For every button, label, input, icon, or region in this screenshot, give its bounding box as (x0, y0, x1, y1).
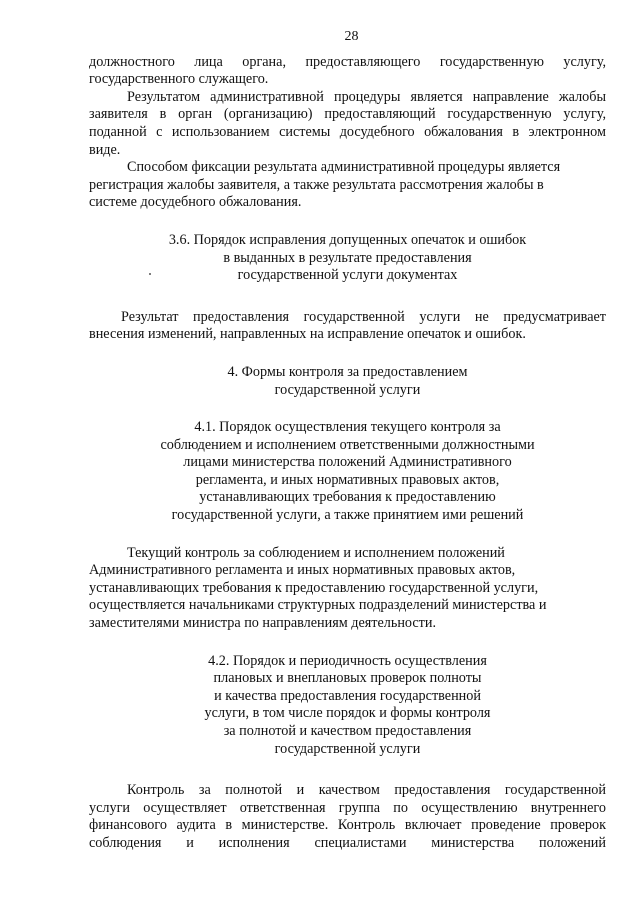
text-line: Текущий контроль за соблюдением и исполнением положений (127, 544, 505, 561)
page-number: 28 (344, 29, 359, 44)
section-heading-4 (89, 364, 606, 399)
text-line: устанавливающих требования к предоставлению государственной услуги, (89, 579, 539, 596)
heading-line: 3.6. Порядок исправления допущенных опечаток и ошибок (168, 231, 527, 248)
heading-line: плановых и внеплановых проверок полноты (213, 670, 482, 687)
heading-line: регламента, и иных нормативных правовых актов, (195, 471, 500, 488)
section-heading-4-1 (89, 419, 606, 525)
heading-line: 4. Формы контроля за предоставлением (227, 363, 468, 380)
text-line: осуществляется начальниками структурных подразделений министерства и (89, 597, 547, 614)
heading-line: государственной услуги (274, 381, 421, 398)
heading-line: государственной услуги документах (237, 267, 458, 284)
section-heading-3-6 (89, 232, 606, 285)
text-line: Способом фиксации результата административной процедуры является (127, 159, 561, 176)
text-line: виде. (89, 141, 121, 158)
document-page (89, 28, 606, 853)
paragraph-quality-control (89, 782, 606, 852)
section-heading-4-2 (89, 653, 606, 759)
heading-line: государственной услуги, а также принятием ими решений (171, 507, 524, 524)
text-line: поданной с использованием системы досудебного обжалования в электронном (89, 123, 606, 140)
text-line: соблюдения и исполнения специалистами министерства положений (89, 834, 606, 851)
text-line: системе досудебного обжалования. (89, 194, 302, 211)
text-line: финансового аудита в министерстве. Контроль включает проведение проверок (89, 817, 606, 834)
text-line: государственного служащего. (89, 71, 269, 88)
heading-line: 4.1. Порядок осуществления текущего контроля за (194, 419, 501, 436)
paragraph-fixation (89, 159, 606, 212)
heading-line: за полнотой и качеством предоставления (223, 723, 472, 739)
text-line: Результатом административной процедуры является направление жалобы (127, 88, 606, 105)
text-line: Контроль за полнотой и качеством предоставления государственной (127, 782, 606, 799)
heading-line: соблюдением и исполнением ответственными должностными (160, 436, 535, 453)
heading-line: и качества предоставления государственной (214, 687, 481, 704)
heading-line: услуги, в том числе порядок и формы контроля (204, 705, 491, 722)
heading-line: устанавливающих требования к предоставлению (199, 489, 496, 506)
paragraph-current-control (89, 545, 606, 633)
text-line: Результат предоставления государственной услуги не предусматривает (121, 308, 606, 325)
text-line: услуги осуществляет ответственная группа по осуществлению внутреннего (89, 799, 606, 816)
text-line: заместителями министра по направлениям деятельности. (89, 615, 437, 632)
text-line: должностного лица органа, предоставляющего государственную услугу, (89, 53, 606, 70)
paragraph-result (89, 89, 606, 159)
text-line: заявителя в орган (организацию) предоставляющий государственную услугу, (89, 106, 606, 123)
paragraph-no-changes (89, 309, 606, 344)
text-line: регистрация жалобы заявителя, а также результата рассмотрения жалобы в (89, 176, 544, 193)
heading-line: в выданных в результате предоставления (223, 249, 472, 266)
text-line: Административного регламента и иных нормативных правовых актов, (89, 562, 516, 579)
heading-line: 4.2. Порядок и периодичность осуществления (208, 652, 487, 669)
heading-line: государственной услуги (274, 740, 421, 757)
paragraph-continuation (89, 54, 606, 89)
heading-line: лицами министерства положений Административного (183, 454, 512, 471)
text-line: внесения изменений, направленных на исправление опечаток и ошибок. (89, 326, 526, 343)
